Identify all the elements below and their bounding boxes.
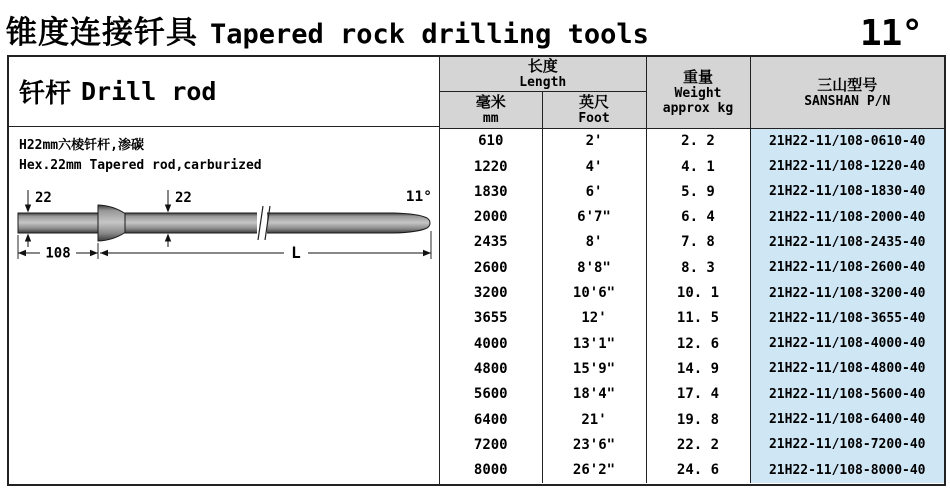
cell-length-foot: 12'	[542, 306, 646, 331]
cell-part-number: 21H22-11/108-6400-40	[750, 407, 944, 432]
col-header-length-en: Length	[519, 75, 567, 90]
table-row	[440, 280, 944, 305]
spec-table-region	[440, 57, 944, 484]
cell-weight: 4. 1	[646, 154, 750, 179]
dim-shank-diameter: 22	[35, 190, 52, 206]
rod-collar-shape	[98, 205, 125, 241]
cell-length-mm: 8000	[440, 457, 542, 482]
table-row	[440, 306, 944, 331]
cell-length-mm: 2600	[440, 255, 542, 280]
cell-length-mm: 1220	[440, 154, 542, 179]
table-row	[440, 432, 944, 457]
cell-weight: 12. 6	[646, 331, 750, 356]
cell-weight: 24. 6	[646, 457, 750, 482]
cell-length-foot: 8'	[542, 230, 646, 255]
col-header-pn-en: SANSHAN P/N	[804, 93, 891, 109]
dim-arrowhead-108-left	[18, 250, 26, 256]
table-row	[440, 407, 944, 432]
cell-length-mm: 2435	[440, 230, 542, 255]
col-header-weight-en: Weight	[674, 85, 722, 101]
product-description-zh: H22mm六棱钎杆,渗碳	[19, 138, 144, 153]
table-body	[440, 128, 944, 483]
cell-part-number: 21H22-11/108-2000-40	[750, 204, 944, 229]
table-row	[440, 154, 944, 179]
product-description	[9, 127, 439, 176]
col-header-weight	[646, 57, 750, 128]
table-row	[440, 331, 944, 356]
dim-arrowhead-L-left	[100, 250, 108, 256]
cell-weight: 17. 4	[646, 382, 750, 407]
page-title	[6, 7, 649, 52]
dim-arrowhead-108-right	[90, 250, 98, 256]
dim-arrowhead-shank-bottom	[25, 234, 31, 242]
col-header-weight-unit: approx kg	[662, 101, 734, 117]
rod-body-shape	[125, 213, 430, 233]
table-row	[440, 230, 944, 255]
col-header-pn-zh: 三山型号	[817, 75, 878, 94]
rod-shank-shape	[18, 213, 98, 233]
cell-part-number: 21H22-11/108-5600-40	[750, 382, 944, 407]
cell-length-foot: 6'	[542, 179, 646, 204]
col-header-part-number	[750, 57, 944, 128]
product-panel	[9, 57, 440, 484]
table-row	[440, 204, 944, 229]
cell-length-mm: 4000	[440, 331, 542, 356]
spec-table	[440, 57, 944, 483]
table-row	[440, 382, 944, 407]
section-title	[9, 57, 439, 127]
cell-weight: 8. 3	[646, 255, 750, 280]
cell-length-mm: 1830	[440, 179, 542, 204]
page-title-en: Tapered rock drilling tools	[210, 19, 649, 50]
col-header-foot-zh: 英尺	[578, 92, 609, 111]
cell-weight: 14. 9	[646, 356, 750, 381]
cell-weight: 22. 2	[646, 432, 750, 457]
cell-part-number: 21H22-11/108-3200-40	[750, 280, 944, 305]
col-header-mm-zh: 毫米	[475, 92, 506, 111]
cell-length-mm: 5600	[440, 382, 542, 407]
cell-length-foot: 15'9"	[542, 356, 646, 381]
cell-length-foot: 2'	[542, 128, 646, 154]
table-row	[440, 179, 944, 204]
dim-arrowhead-L-right	[423, 250, 431, 256]
cell-length-foot: 4'	[542, 154, 646, 179]
cell-length-mm: 4800	[440, 356, 542, 381]
cell-part-number: 21H22-11/108-4800-40	[750, 356, 944, 381]
dim-arrowhead-shank-top	[25, 205, 31, 213]
cell-length-foot: 10'6"	[542, 280, 646, 305]
col-header-length-zh: 长度	[527, 57, 558, 75]
title-bar	[6, 6, 944, 52]
section-title-zh: 钎杆	[19, 79, 72, 109]
cell-length-mm: 7200	[440, 432, 542, 457]
dim-rod-length: L	[291, 243, 301, 262]
dim-arrowhead-rod-top	[165, 205, 171, 213]
col-header-mm-en: mm	[482, 110, 499, 126]
cell-length-foot: 26'2"	[542, 457, 646, 482]
spec-table-header	[440, 57, 944, 128]
diagram-taper-angle: 11°	[405, 189, 432, 205]
cell-weight: 19. 8	[646, 407, 750, 432]
cell-length-foot: 13'1"	[542, 331, 646, 356]
table-row	[440, 128, 944, 154]
cell-part-number: 21H22-11/108-2435-40	[750, 230, 944, 255]
cell-length-foot: 8'8"	[542, 255, 646, 280]
cell-weight: 7. 8	[646, 230, 750, 255]
cell-length-mm: 2000	[440, 204, 542, 229]
page-title-zh: 锥度连接钎具	[6, 15, 198, 51]
content-box	[7, 55, 946, 486]
cell-part-number: 21H22-11/108-3655-40	[750, 306, 944, 331]
drill-rod-diagram	[12, 185, 437, 271]
cell-length-mm: 3200	[440, 280, 542, 305]
product-description-en: Hex.22mm Tapered rod,carburized	[19, 158, 262, 174]
cell-length-foot: 18'4"	[542, 382, 646, 407]
cell-part-number: 21H22-11/108-1220-40	[750, 154, 944, 179]
table-row	[440, 356, 944, 381]
cell-length-foot: 23'6"	[542, 432, 646, 457]
col-header-length	[440, 57, 646, 91]
cell-part-number: 21H22-11/108-0610-40	[750, 128, 944, 154]
cell-weight: 6. 4	[646, 204, 750, 229]
col-header-foot	[542, 91, 646, 128]
cell-length-foot: 6'7"	[542, 204, 646, 229]
cell-weight: 2. 2	[646, 128, 750, 154]
cell-part-number: 21H22-11/108-1830-40	[750, 179, 944, 204]
dim-rod-diameter: 22	[175, 190, 192, 206]
col-header-foot-en: Foot	[578, 110, 610, 126]
cell-part-number: 21H22-11/108-2600-40	[750, 255, 944, 280]
dim-shank-length: 108	[45, 245, 71, 262]
cell-length-mm: 3655	[440, 306, 542, 331]
col-header-mm	[440, 91, 542, 128]
cell-length-foot: 21'	[542, 407, 646, 432]
table-row	[440, 457, 944, 482]
cell-part-number: 21H22-11/108-4000-40	[750, 331, 944, 356]
cell-length-mm: 6400	[440, 407, 542, 432]
cell-weight: 5. 9	[646, 179, 750, 204]
section-title-en: Drill rod	[81, 77, 217, 106]
col-header-weight-zh: 重量	[682, 67, 713, 86]
taper-angle-label: 11°	[859, 13, 922, 54]
table-row	[440, 255, 944, 280]
dim-arrowhead-rod-bottom	[165, 234, 171, 242]
cell-part-number: 21H22-11/108-8000-40	[750, 457, 944, 482]
cell-weight: 11. 5	[646, 306, 750, 331]
cell-part-number: 21H22-11/108-7200-40	[750, 432, 944, 457]
cell-weight: 10. 1	[646, 280, 750, 305]
cell-length-mm: 610	[440, 128, 542, 154]
